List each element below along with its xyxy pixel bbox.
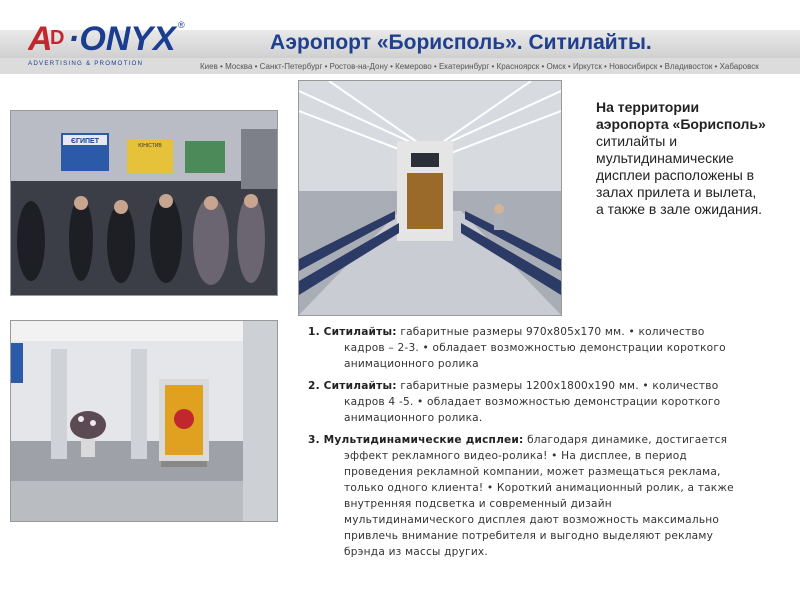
page-title: Аэропорт «Борисполь». Ситилайты. (270, 31, 652, 54)
billboard-egypt-label: ЄГИПЕТ (71, 138, 99, 145)
list-item-label: 2. Ситилайты: (308, 380, 397, 392)
list-item-text: габаритные размеры 970х805х170 мм. • количество кадров – 2-3. • обладает возможностью демонстрации короткого анимационного ролика (344, 326, 726, 370)
side-description-rest: ситилайты и мультидинамические дисплеи расположены в залах прилета и вылета, а также в зале ожидания. (596, 133, 763, 217)
company-logo (28, 14, 198, 72)
list-item-label: 3. Мультидинамические дисплеи: (308, 434, 524, 446)
list-item (308, 324, 738, 372)
photo-arrivals-hall (10, 110, 278, 296)
logo-d-text: D (50, 27, 65, 49)
side-description-bold: На территории аэропорта «Борисполь» (596, 99, 766, 132)
logo-ad-text: A (28, 20, 53, 58)
cities-list: Киев • Москва • Санкт-Петербург • Ростов-на-Дону • Кемерово • Екатеринбург • Красноярск • Омск • Иркутск • Новосибирск • Владивосток • Хабаровск (200, 62, 759, 71)
photo-waiting-hall (298, 80, 562, 316)
features-list (308, 324, 738, 566)
side-description (596, 99, 766, 218)
list-item-text: благодаря динамике, достигается эффект рекламного видео-ролика! • На дисплее, в период проведения рекламной компании, может размещаться реклама, только одного клиента! • Короткий анимационный ролик, а также внутренняя подсветка и современный дизайн мультидинамического дисплея дают возможность максимально привлечь внимание потребителя и выгодно выделяют рекламу брэнда из массы других. (344, 434, 734, 558)
billboard-yellow-label: ЮНІСТИВ (138, 143, 162, 149)
list-item (308, 378, 738, 426)
photo-citylight-stand (10, 320, 278, 522)
list-item (308, 432, 738, 560)
logo-onyx-text: ·ONYX (68, 20, 176, 58)
citylight-panel (407, 173, 443, 229)
logo-subtitle: ADVERTISING & PROMOTION (28, 60, 144, 67)
logo-registered: ® (178, 20, 185, 30)
list-item-label: 1. Ситилайты: (308, 326, 397, 338)
billboard-green (185, 141, 225, 173)
list-item-text: габаритные размеры 1200х1800х190 мм. • количество кадров 4 -5. • обладает возможностью демонстрации короткого анимационного ролика. (344, 380, 721, 424)
